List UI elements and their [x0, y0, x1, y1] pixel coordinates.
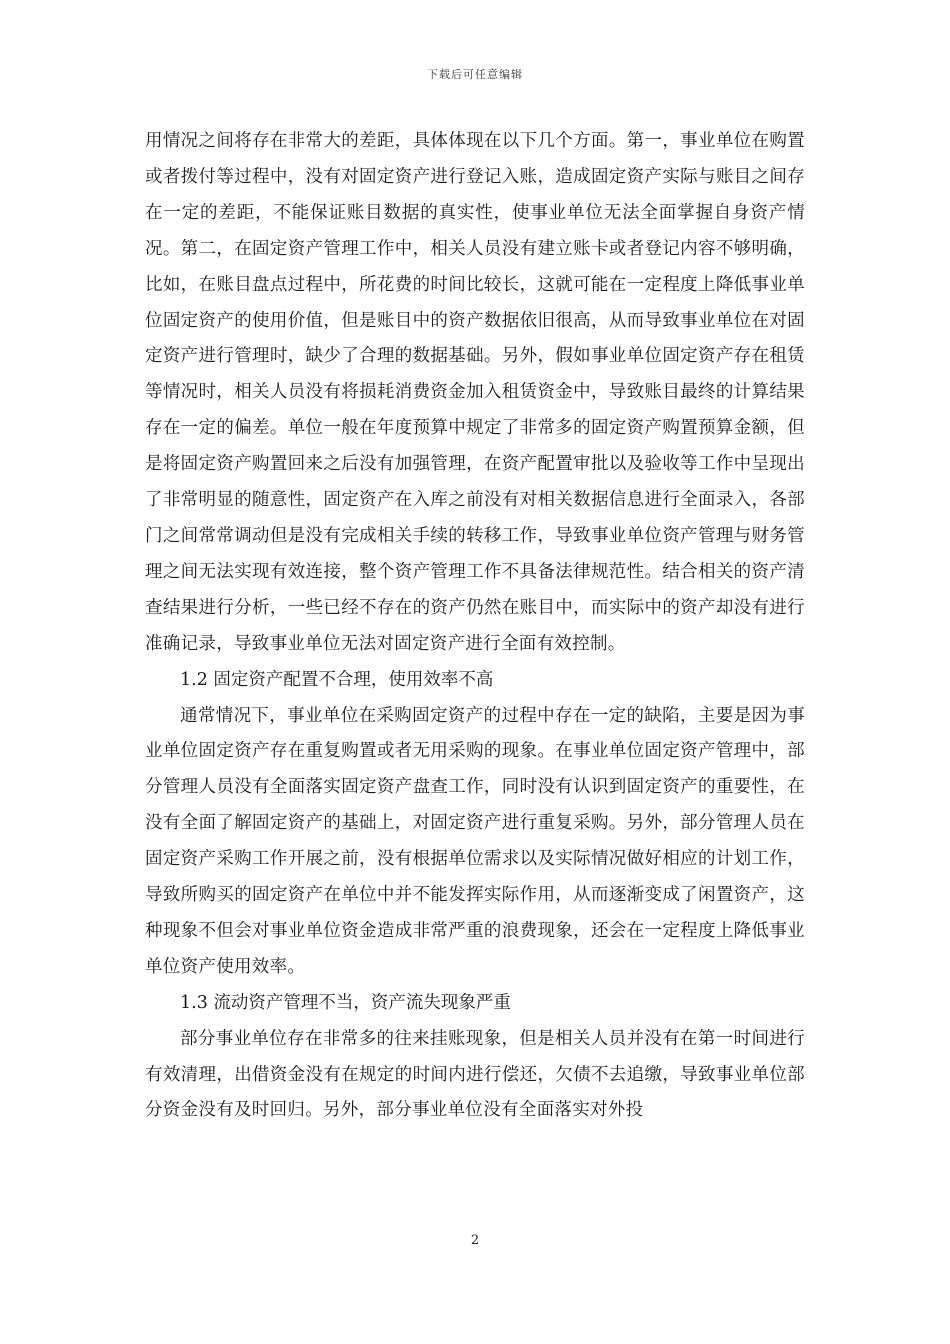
- section-heading-1-3: 1.3 流动资产管理不当，资产流失现象严重: [180, 992, 511, 1013]
- header-note: 下载后可任意编辑: [427, 68, 523, 81]
- body-paragraph: 用情况之间将存在非常大的差距，具体体现在以下几个方面。第一，事业单位在购置或者拨付等过程中，没有对固定资产进行登记入账，造成固定资产实际与账目之间存在一定的差距，不能保证账目数据的真实性，使事业单位无法全面掌握自身资产情况。第二，在固定资产管理工作中，相关人员没有建立账卡或者登记内容不够明确，比如，在账目盘点过程中，所花费的时间比较长，这就可能在一定程度上降低事业单位固定资产的使用价值，但是账目中的资产数据依旧很高，从而导致事业单位在对固定资产进行管理时，缺少了合理的数据基础。另外，假如事业单位固定资产存在租赁等情况时，相关人员没有将损耗消费资金加入租赁资金中，导致账目最终的计算结果存在一定的偏差。单位一般在年度预算中规定了非常多的固定资产购置预算金额，但是将固定资产购置回来之后没有加强管理，在资产配置审批以及验收等工作中呈现出了非常明显的随意性，固定资产在入库之前没有对相关数据信息进行全面录入，各部门之间常常调动但是没有完成相关手续的转移工作，导致事业单位资产管理与财务管理之间无法实现有效连接，整个资产管理工作不具备法律规范性。结合相关的资产清查结果进行分析，一些已经不存在的资产仍然在账目中，而实际中的资产却没有进行准确记录，导致事业单位无法对固定资产进行全面有效控制。: [145, 131, 805, 654]
- body-paragraph: 部分事业单位存在非常多的往来挂账现象，但是相关人员并没有在第一时间进行有效清理，出借资金没有在规定的时间内进行偿还，欠债不去追缴，导致事业单位部分资金没有及时回归。另外，部分事业单位没有全面落实对外投: [145, 1028, 805, 1121]
- document-body: [145, 124, 805, 1129]
- body-paragraph: 通常情况下，事业单位在采购固定资产的过程中存在一定的缺陷，主要是因为事业单位固定资产存在重复购置或者无用采购的现象。在事业单位固定资产管理中，部分管理人员没有全面落实固定资产盘查工作，同时没有认识到固定资产的重要性，在没有全面了解固定资产的基础上，对固定资产进行重复采购。另外，部分管理人员在固定资产采购工作开展之前，没有根据单位需求以及实际情况做好相应的计划工作，导致所购买的固定资产在单位中并不能发挥实际作用，从而逐渐变成了闲置资产，这种现象不但会对事业单位资金造成非常严重的浪费现象，还会在一定程度上降低事业单位资产使用效率。: [145, 705, 805, 977]
- section-heading-1-2: 1.2 固定资产配置不合理，使用效率不高: [180, 669, 494, 690]
- page-number: 2: [470, 1233, 480, 1248]
